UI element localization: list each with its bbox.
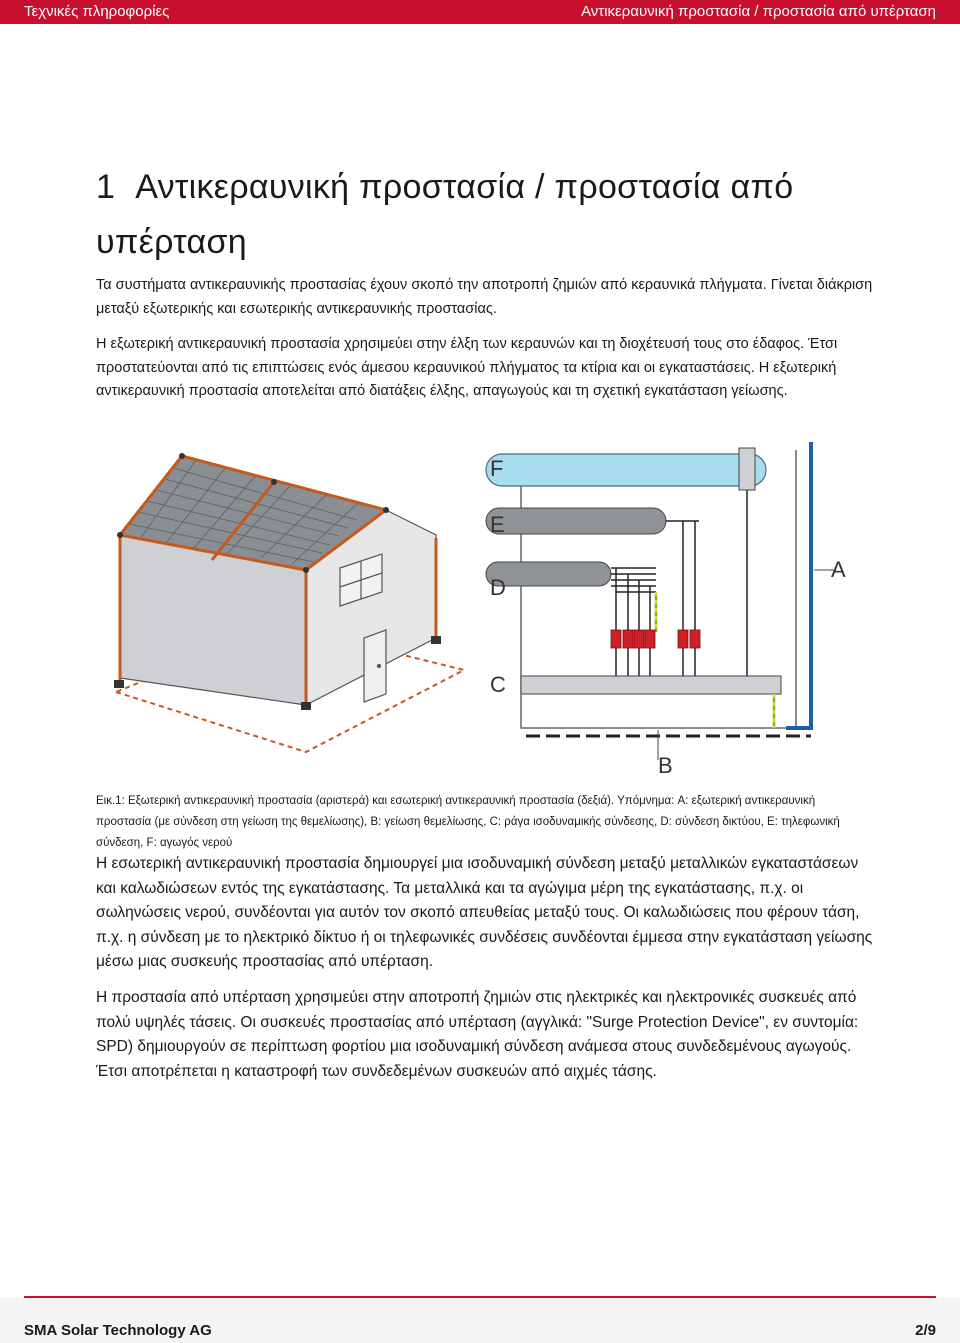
label-b: B — [658, 753, 673, 778]
label-c: C — [490, 672, 506, 697]
earth-clamp — [114, 680, 124, 688]
equipotential-bar — [521, 676, 781, 694]
intro-paragraph-2: Η εξωτερική αντικεραυνική προστασία χρησιμεύει στην έλξη των κεραυνών και τη διοχέτευσή τους στο έδαφος. Έτσι προστατεύονται από τις επιπτώσεις ενός άμεσου κεραυνικού πλήγματος τα κτίρια και οι εγκαταστάσεις. Η εξωτερική αντικεραυνική προστασία αποτελείται από διατάξεις έλξης, απαγωγούς και τη σχετική εγκατάσταση γείωσης. — [96, 336, 838, 399]
figure-caption: Εικ.1: Εξωτερική αντικεραυνική προστασία (αριστερά) και εσωτερική αντικεραυνική προστασία (δεξιά). Υπόμνημα: A: εξωτερική αντικεραυνική προστασία (με σύνδεση στη γείωση της θεμελίωσης), B: γείωση θεμελίωσης, C: ράγα ισοδυναμικής σύνδεσης, D: σύνδεση δικτύου, E: τηλεφωνική σύνδεση, F: αγωγός νερού — [96, 795, 840, 849]
door — [364, 630, 386, 702]
intro-paragraph-1: Τα συστήματα αντικεραυνικής προστασίας έχουν σκοπό την αποτροπή ζημιών από κεραυνικά πλήγματα. Γίνεται διάκριση μεταξύ εξωτερικής και εσωτερικής αντικεραυνικής προστασίας. — [96, 277, 873, 317]
internal-protection-diagram — [486, 442, 836, 760]
house-illustration — [114, 453, 464, 752]
pipe-clamp — [739, 448, 755, 490]
label-f: F — [490, 456, 504, 481]
header-section-title: Τεχνικές πληροφορίες — [24, 3, 170, 20]
water-pipe — [486, 454, 766, 486]
label-d: D — [490, 575, 506, 600]
footer-page-number: 2/9 — [915, 1322, 936, 1339]
telephone-cable — [486, 508, 666, 534]
footer-company: SMA Solar Technology AG — [24, 1322, 212, 1339]
chapter-title-text: Αντικεραυνική προστασία / προστασία από υπέρταση — [96, 168, 794, 261]
label-a: A — [831, 557, 846, 582]
chapter-title — [96, 160, 876, 270]
earth-clamp — [301, 702, 311, 710]
body-paragraph-2: Η προστασία από υπέρταση χρησιμεύει στην αποτροπή ζημιών στις ηλεκτρικές και ηλεκτρονικές συσκευές από πολύ υψηλές τάσεις. Οι συσκευές προστασίας από υπέρταση (αγγλικά: "Surge Protection Device", εν συντομία: SPD) δημιουργούν σε περίπτωση φορτίου μια ισοδυναμική σύνδεση ανάμεσα στους συνδεδεμένους αγωγούς. Έτσι αποτρέπεται η καταστροφή των συνδεδεμένων συσκευών από αιχμές τάσης. — [96, 989, 859, 1080]
chapter-number: 1 — [96, 168, 116, 206]
external-down-conductor — [786, 442, 811, 728]
lightning-protection-figure — [96, 440, 876, 790]
surge-protection-devices — [611, 630, 700, 648]
header-bar — [0, 0, 960, 24]
body-paragraph-1: Η εσωτερική αντικεραυνική προστασία δημιουργεί μια ισοδυναμική σύνδεση μεταξύ μεταλλικών εγκαταστάσεων και καλωδιώσεων εντός της εγκατάστασης. Τα μεταλλικά και τα αγώγιμα μέρη της εγκατάστασης, π.χ. οι σωληνώσεις νερού, συνδέονται για αυτόν τον σκοπό απευθείας μεταξύ τους. Οι καλωδιώσεις που φέρουν τάση, π.χ. η σύνδεση με το ηλεκτρικό δίκτυο ή οι τηλεφωνικές συνδέσεις συνδέονται έμμεσα στην εγκατάσταση γείωσης μέσω μιας συσκευής προστασίας από υπέρταση. — [96, 855, 873, 970]
footer-rule — [24, 1296, 936, 1298]
label-e: E — [490, 512, 505, 537]
earth-clamp — [431, 636, 441, 644]
header-chapter-title: Αντικεραυνική προστασία / προστασία από υπέρταση — [581, 3, 936, 20]
